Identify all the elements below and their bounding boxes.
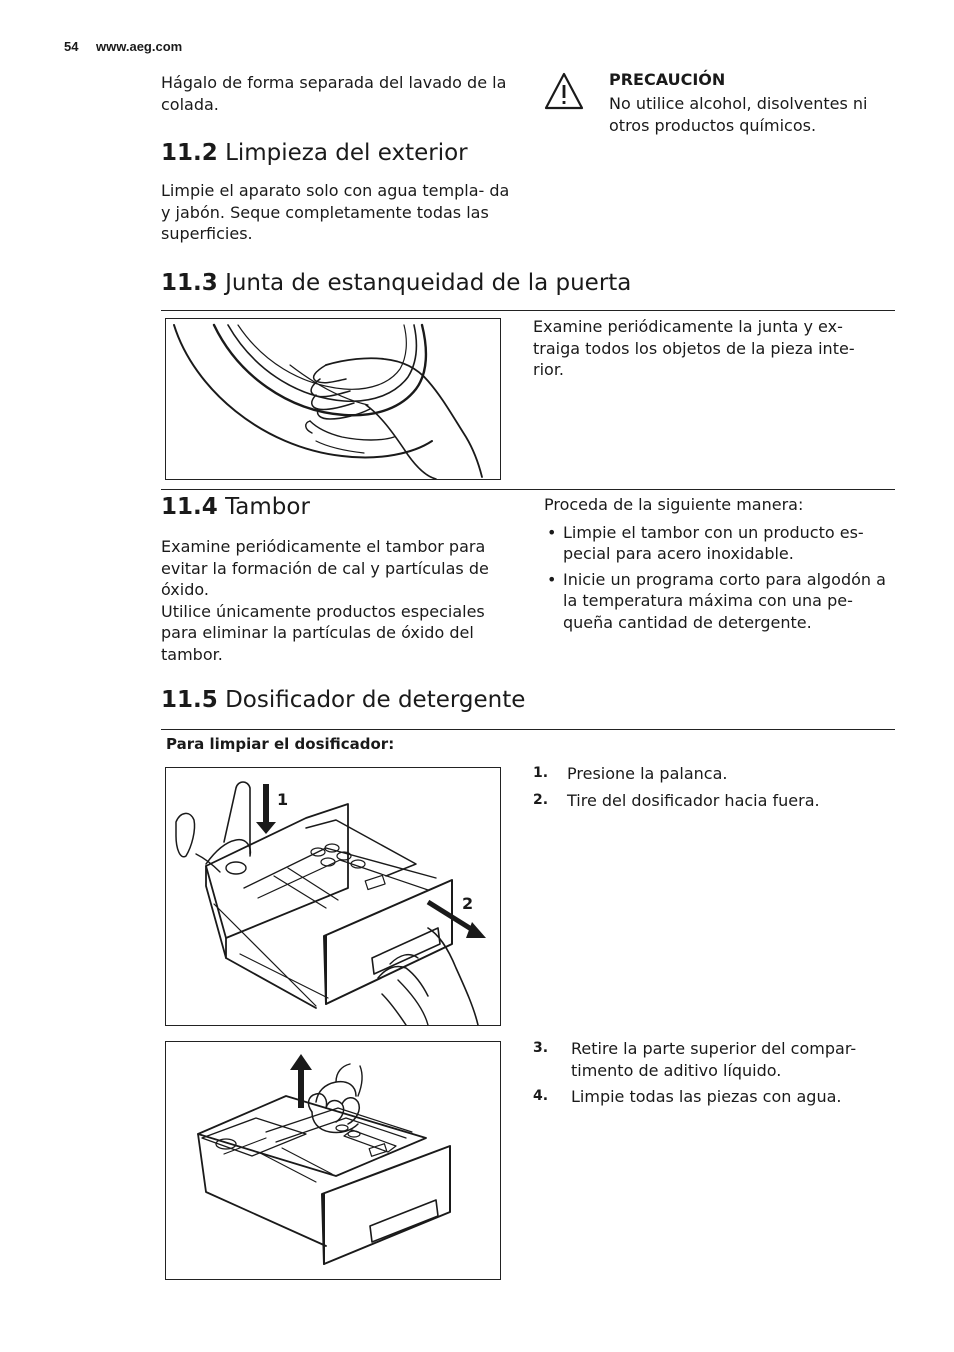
list-item — [533, 790, 893, 812]
bullet-list — [544, 522, 900, 634]
section-11-4-text — [161, 536, 519, 665]
door-seal-illustration — [165, 318, 501, 480]
dispenser-pull-illustration — [165, 767, 501, 1026]
section-heading-11-4 — [161, 493, 310, 521]
list-item: • Limpie el tambor con un producto es- pecial para acero inoxidable. — [544, 522, 900, 565]
page-number: 54 — [64, 39, 79, 54]
step-number: 1. — [533, 765, 549, 781]
subheading: Para limpiar el dosificador: — [166, 735, 395, 753]
figure-label-1: 1 — [277, 790, 289, 809]
steps-list-2 — [533, 1038, 893, 1108]
section-heading-11-5 — [161, 686, 525, 714]
step-text: Tire del dosificador hacia fuera. — [567, 790, 820, 810]
intro-text: Hágalo de forma separada del lavado de la colada. — [161, 73, 507, 114]
list-item — [533, 1038, 893, 1081]
step-text: Presione la palanca. — [567, 764, 728, 783]
website-url: www.aeg.com — [96, 39, 183, 54]
procedure-intro: Proceda de la siguiente manera: — [544, 495, 804, 514]
list-item — [533, 763, 893, 785]
steps-list-1 — [533, 763, 893, 811]
list-item — [533, 1086, 893, 1108]
section-divider — [161, 729, 895, 730]
caution-text: No utilice alcohol, disolventes ni otros productos químicos. — [609, 94, 868, 135]
step-number: 2. — [533, 791, 549, 808]
paragraph: Utilice únicamente productos especiales para eliminar la partículas de óxido del tambor. — [161, 601, 485, 664]
step-text: Limpie todas las piezas con agua. — [571, 1087, 842, 1106]
dispenser-top-removal-illustration — [165, 1041, 501, 1280]
section-number: 11.2 — [161, 140, 218, 166]
section-number: 11.4 — [161, 494, 218, 520]
section-number: 11.3 — [161, 270, 218, 296]
step-number: 4. — [533, 1088, 549, 1104]
section-11-4-procedure — [544, 494, 900, 637]
figure-label-2: 2 — [462, 894, 474, 913]
list-item: • Inicie un programa corto para algodón a la temperatura máxima con una pe- queña cantidad de detergente. — [544, 569, 900, 634]
section-number: 11.5 — [161, 687, 218, 713]
step-text: Retire la parte superior del compar- timento de aditivo líquido. — [571, 1039, 857, 1080]
section-11-2-text: Limpie el aparato solo con agua templa- da y jabón. Seque completamente todas las superficies. — [161, 181, 510, 243]
section-title: Limpieza del exterior — [225, 140, 468, 166]
section-heading-11-3 — [161, 269, 631, 297]
step-number: 3. — [533, 1040, 549, 1056]
caution-title: PRECAUCIÓN — [609, 70, 726, 89]
paragraph: Examine periódicamente el tambor para evitar la formación de cal y partículas de óxido. — [161, 537, 489, 599]
section-divider — [161, 310, 895, 311]
warning-triangle-icon — [544, 72, 584, 110]
section-heading-11-2 — [161, 139, 468, 167]
section-title: Junta de estanqueidad de la puerta — [225, 270, 632, 296]
section-divider — [161, 489, 895, 490]
section-title: Tambor — [225, 494, 310, 520]
section-title: Dosificador de detergente — [225, 687, 526, 713]
section-11-3-text: Examine periódicamente la junta y ex- traiga todos los objetos de la pieza inte- rior. — [533, 317, 855, 379]
